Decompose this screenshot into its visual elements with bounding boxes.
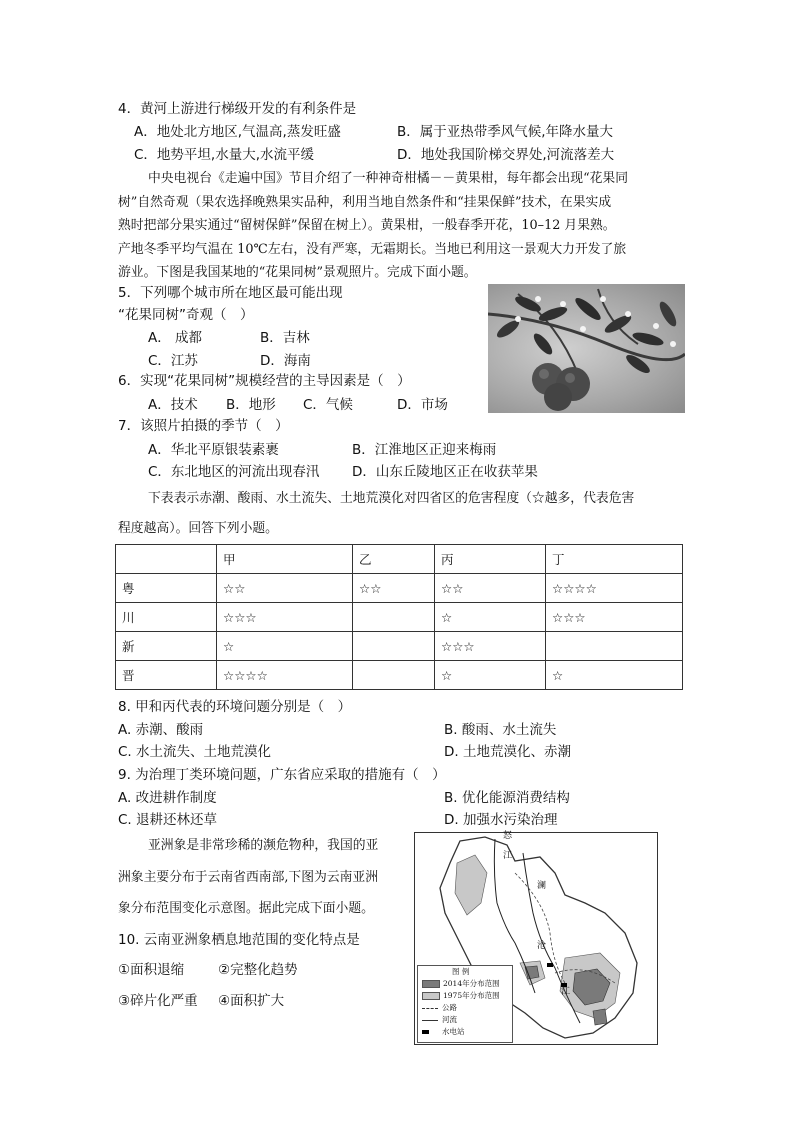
q5-option-d: D．海南 xyxy=(260,353,311,369)
legend-item-dam xyxy=(422,1027,465,1037)
table-cell: 新 xyxy=(116,632,217,661)
table-cell: ☆☆☆ xyxy=(546,603,683,632)
map-label-cang: 沧 xyxy=(537,941,547,951)
map-label-jiang-1: 江 xyxy=(503,851,513,861)
q9-stem: 9. 为治理丁类环境问题，广东省应采取的措施有（ ） xyxy=(118,767,446,783)
table-header-row xyxy=(116,545,683,574)
hydropower-station-icon xyxy=(547,963,553,967)
passage3-line-2: 洲象主要分布于云南省西南部,下图为云南亚洲 xyxy=(118,870,379,885)
table-header-cell: 甲 xyxy=(217,545,353,574)
q5-stem-line2: “花果同树”奇观（ ） xyxy=(118,307,254,323)
q8-option-c: C. 水土流失、土地荒漠化 xyxy=(118,744,272,760)
table-row xyxy=(116,574,683,603)
passage1-line-4: 产地冬季平均气温在 10℃左右，没有严寒，无霜期长。当地已利用这一景观大力开发了旅 xyxy=(118,242,627,257)
table-cell: 川 xyxy=(116,603,217,632)
table-cell: ☆☆ xyxy=(353,574,435,603)
map-label-lan: 澜 xyxy=(537,881,547,891)
citrus-photo-illustration xyxy=(488,284,685,413)
table-header-cell xyxy=(116,545,217,574)
legend-label: 1975年分布范围 xyxy=(443,991,500,1000)
q6-option-d: D．市场 xyxy=(397,397,448,413)
q10-stem: 10. 云南亚洲象栖息地范围的变化特点是 xyxy=(118,932,360,948)
legend-dam-symbol xyxy=(422,1030,429,1034)
table-cell: ☆ xyxy=(435,661,546,690)
elephant-range-map xyxy=(414,832,658,1045)
q10-option-1: ①面积退缩 xyxy=(118,962,185,978)
legend-label: 2014年分布范围 xyxy=(443,979,500,988)
table-header-cell: 乙 xyxy=(353,545,435,574)
legend-title: 图 例 xyxy=(452,967,470,976)
q5-stem-line1: 5．下列哪个城市所在地区最可能出现 xyxy=(118,285,343,301)
q7-stem: 7．该照片拍摄的季节（ ） xyxy=(118,418,289,434)
legend-river-symbol xyxy=(422,1020,438,1021)
q9-option-a: A. 改进耕作制度 xyxy=(118,790,217,806)
table-row xyxy=(116,632,683,661)
q9-option-b: B. 优化能源消费结构 xyxy=(444,790,570,806)
table-cell: ☆☆☆ xyxy=(435,632,546,661)
q9-option-c: C. 退耕还林还草 xyxy=(118,812,218,828)
q6-option-a: A．技术 xyxy=(148,397,198,413)
q5-option-c: C．江苏 xyxy=(148,353,198,369)
passage1-line-3: 熟时把部分果实通过“留树保鲜”保留在树上）。黄果柑，一般春季开花，10–12 月果熟。 xyxy=(118,218,616,233)
table-cell xyxy=(353,632,435,661)
q6-option-c: C．气候 xyxy=(303,397,353,413)
legend-item-road xyxy=(422,1003,457,1013)
q8-stem: 8. 甲和丙代表的环境问题分别是（ ） xyxy=(118,699,352,715)
legend-swatch-2014 xyxy=(422,980,440,988)
table-cell: ☆☆☆ xyxy=(217,603,353,632)
map-legend xyxy=(417,965,513,1043)
q8-option-a: A. 赤潮、酸雨 xyxy=(118,722,204,738)
hazard-table xyxy=(115,544,683,690)
table-cell xyxy=(353,603,435,632)
table-header-cell: 丙 xyxy=(435,545,546,574)
passage2-line-1: 下表表示赤潮、酸雨、水土流失、土地荒漠化对四省区的危害程度（☆越多，代表危害 xyxy=(148,491,635,506)
table-cell: ☆☆ xyxy=(217,574,353,603)
table-cell xyxy=(353,661,435,690)
q4-stem: 4．黄河上游进行梯级开发的有利条件是 xyxy=(118,101,357,117)
legend-label: 水电站 xyxy=(442,1027,465,1036)
legend-item-river xyxy=(422,1015,457,1025)
table-cell: ☆ xyxy=(435,603,546,632)
q4-option-c: C．地势平坦,水量大,水流平缓 xyxy=(134,147,315,163)
q8-option-d: D. 土地荒漠化、赤潮 xyxy=(444,744,571,760)
table-cell: 粤 xyxy=(116,574,217,603)
table-row xyxy=(116,661,683,690)
table-cell: ☆ xyxy=(217,632,353,661)
passage3-line-1: 亚洲象是非常珍稀的濒危物种，我国的亚 xyxy=(148,838,379,853)
q4-option-b: B．属于亚热带季风气候,年降水量大 xyxy=(397,124,614,140)
q10-option-3: ③碎片化严重 xyxy=(118,993,198,1009)
q5-option-a: A． 成都 xyxy=(148,330,203,346)
table-cell: ☆☆ xyxy=(435,574,546,603)
q7-option-b: B．江淮地区正迎来梅雨 xyxy=(352,442,497,458)
q9-option-d: D. 加强水污染治理 xyxy=(444,812,558,828)
legend-swatch-1975 xyxy=(422,992,440,1000)
q7-option-a: A．华北平原银装素裹 xyxy=(148,442,279,458)
q4-option-d: D．地处我国阶梯交界处,河流落差大 xyxy=(397,147,615,163)
legend-road-symbol xyxy=(422,1008,438,1009)
table-cell: ☆☆☆☆ xyxy=(546,574,683,603)
passage2-line-2: 程度越高）。回答下列小题。 xyxy=(118,521,278,536)
citrus-photo xyxy=(488,284,685,413)
q6-option-b: B．地形 xyxy=(226,397,276,413)
table-row xyxy=(116,603,683,632)
map-label-nu: 怒 xyxy=(503,831,513,841)
q8-option-b: B. 酸雨、水土流失 xyxy=(444,722,557,738)
legend-item-1975 xyxy=(422,991,500,1001)
q5-option-b: B．吉林 xyxy=(260,330,310,346)
passage1-line-1: 中央电视台《走遍中国》节目介绍了一种神奇柑橘－－黄果柑，每年都会出现“花果同 xyxy=(148,171,629,186)
table-cell: ☆ xyxy=(546,661,683,690)
legend-item-2014 xyxy=(422,979,500,989)
table-cell: 晋 xyxy=(116,661,217,690)
legend-label: 河流 xyxy=(442,1015,457,1024)
table-cell xyxy=(546,632,683,661)
q10-option-4: ④面积扩大 xyxy=(218,993,285,1009)
range-2014-area xyxy=(593,1009,607,1025)
table-cell: ☆☆☆☆ xyxy=(217,661,353,690)
passage3-line-3: 象分布范围变化示意图。据此完成下面小题。 xyxy=(118,901,374,916)
q7-option-d: D．山东丘陵地区正在收获苹果 xyxy=(352,464,538,480)
legend-label: 公路 xyxy=(442,1003,457,1012)
passage1-line-2: 树”自然奇观（果农选择晚熟果实品种，利用当地自然条件和“挂果保鲜”技术，在果实成 xyxy=(118,195,612,210)
q7-option-c: C．东北地区的河流出现春汛 xyxy=(148,464,320,480)
q6-stem: 6．实现“花果同树”规模经营的主导因素是（ ） xyxy=(118,373,411,389)
q10-option-2: ②完整化趋势 xyxy=(218,962,298,978)
map-label-jiang-2: 江 xyxy=(561,987,571,997)
q4-option-a: A．地处北方地区,气温高,蒸发旺盛 xyxy=(134,124,341,140)
passage1-line-5: 游业。下图是我国某地的“花果同树”景观照片。完成下面小题。 xyxy=(118,265,477,280)
table-header-cell: 丁 xyxy=(546,545,683,574)
